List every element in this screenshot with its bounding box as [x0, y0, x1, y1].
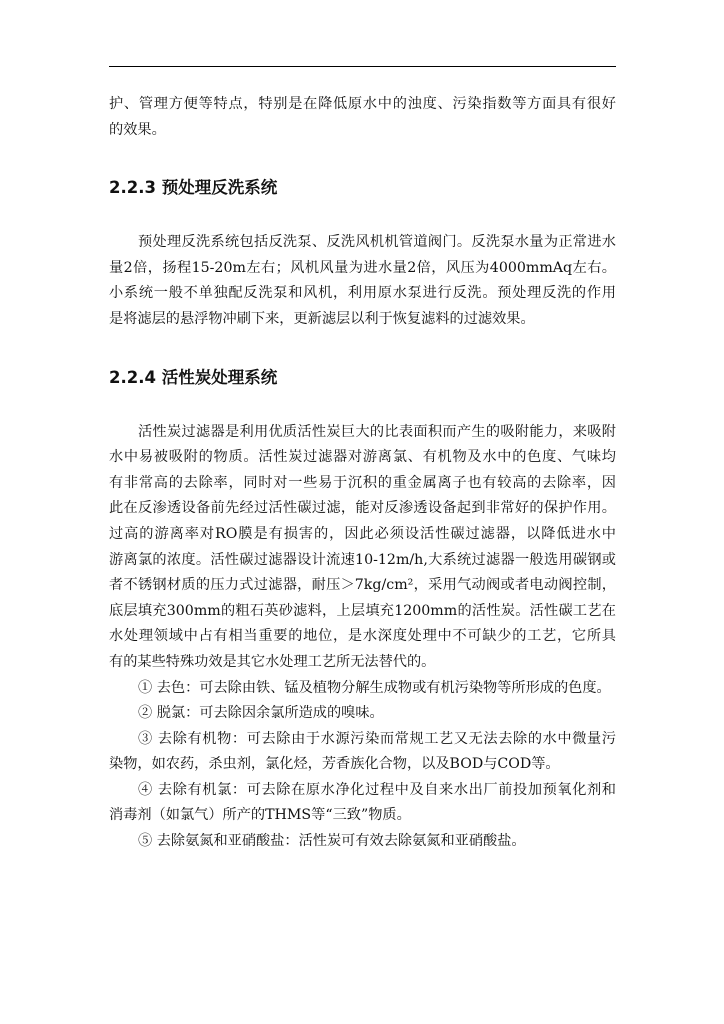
section-2-2-3-paragraph: [109, 230, 616, 332]
text-line: 活性炭过滤器是利用优质活性炭巨大的比表面积而产生的吸附能力，来吸附: [138, 423, 616, 440]
text-line: 过高的游离率对RO膜是有损害的，因此必须设活性碳过滤器，以降低进水中: [109, 525, 616, 542]
text-line: 游离氯的浓度。活性碳过滤器设计流速10-12m/h,大系统过滤器一般选用碳钢或: [109, 551, 616, 568]
text-line: 预处理反洗系统包括反洗泵、反洗风机机管道阀门。反洗泵水量为正常进水: [138, 234, 616, 251]
text-line: 水中易被吸附的物质。活性炭过滤器对游离氯、有机物及水中的色度、气味均: [109, 449, 616, 466]
header-rule: [109, 66, 616, 67]
text-line: 量2倍，扬程15-20m左右；风机风量为进水量2倍，风压为4000mmAq左右。: [109, 259, 616, 276]
text-line: 是将滤层的悬浮物冲刷下来，更新滤层以利于恢复滤料的过滤效果。: [109, 310, 535, 327]
section-heading-2-2-4: 2.2.4 活性炭处理系统: [109, 367, 278, 387]
intro-paragraph: [109, 92, 616, 143]
list-item: [109, 829, 616, 855]
text-line: ④ 去除有机氯：可去除在原水净化过程中及自来水出厂前投加预氧化剂和: [138, 781, 616, 798]
text-line: 染物，如农药，杀虫剂，氯化烃，芳香族化合物，以及BOD与COD等。: [109, 756, 560, 773]
numbered-list: [109, 676, 616, 855]
text-line: 有的某些特殊功效是其它水处理工艺所无法替代的。: [109, 653, 436, 670]
text-line: 的效果。: [109, 121, 166, 138]
text-line: 消毒剂（如氯气）所产的THMS等“三致”物质。: [109, 807, 411, 824]
list-item: [109, 778, 616, 829]
list-item: [109, 701, 616, 727]
list-item: [109, 727, 616, 778]
text-line: 小系统一般不单独配反洗泵和风机，利用原水泵进行反洗。预处理反洗的作用: [109, 285, 616, 302]
text-line: ① 去色：可去除由铁、锰及植物分解生成物或有机污染物等所形成的色度。: [138, 679, 611, 696]
text-line: 此在反渗透设备前先经过活性碳过滤，能对反渗透设备起到非常好的保护作用。: [109, 500, 616, 517]
text-line: 底层填充300mm的粗石英砂滤料，上层填充1200mm的活性炭。活性碳工艺在: [109, 602, 616, 619]
text-line: 有非常高的去除率，同时对一些易于沉积的重金属离子也有较高的去除率，因: [109, 474, 616, 491]
text-line: ② 脱氯：可去除因余氯所造成的嗅味。: [138, 705, 384, 722]
document-body: [109, 92, 616, 855]
section-2-2-4-paragraph: [109, 420, 616, 676]
text-line: ⑤ 去除氨氮和亚硝酸盐：活性炭可有效去除氨氮和亚硝酸盐。: [138, 833, 526, 850]
text-line: ③ 去除有机物：可去除由于水源污染而常规工艺又无法去除的水中微量污: [138, 730, 616, 747]
list-item: [109, 676, 616, 702]
section-heading-2-2-3: 2.2.3 预处理反洗系统: [109, 178, 278, 198]
text-line: 者不锈钢材质的压力式过滤器，耐压＞7kg/cm²，采用气动阀或者电动阀控制，: [109, 577, 616, 594]
text-line: 护、管理方便等特点，特别是在降低原水中的浊度、污染指数等方面具有很好: [109, 96, 616, 112]
text-line: 水处理领域中占有相当重要的地位，是水深度处理中不可缺少的工艺，它所具: [109, 628, 616, 645]
